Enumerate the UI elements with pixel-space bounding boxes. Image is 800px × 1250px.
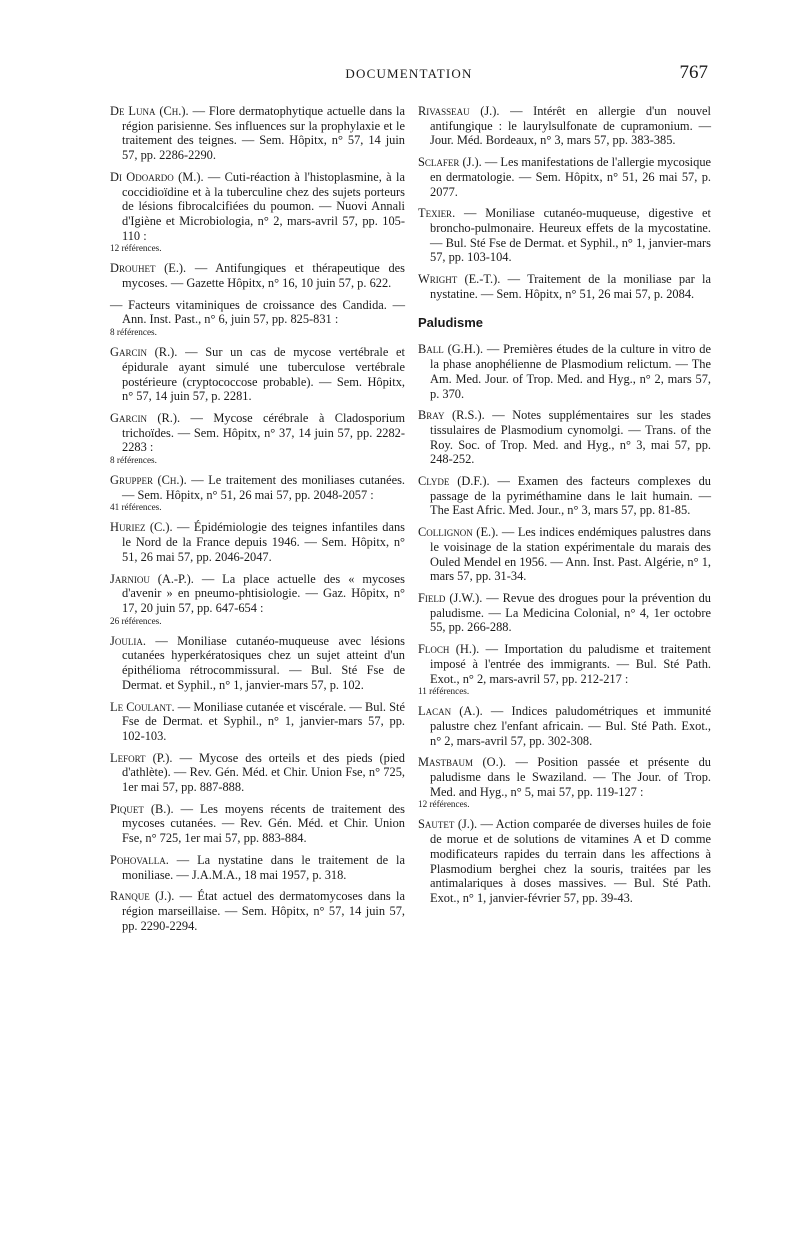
entry-author: Bray (R.S.). [418,408,485,423]
entry-text: — Indices paludométriques et immunité palustre chez l'enfant africain. — Bul. Sté Path. Exot., n° 2, mars-avril 57, pp. 302-308. [430,704,711,748]
entry-references-count: 12 références. [418,799,470,810]
bibliography-entry [418,525,711,584]
bibliography-entry [110,104,405,163]
entry-author: Sclafer (J.). [418,155,482,170]
entry-text: — Mycose cérébrale à Cladosporium trichoïdes. — Sem. Hôpitx, n° 37, 14 juin 57, pp. 2282-2283 : [122,410,405,455]
bibliography-entry [418,755,711,810]
entry-text: — Position passée et présente du paludisme dans le Swaziland. — The Jour. of Trop. Med. and Hyg., n° 5, mai 57, pp. 119-127 : [430,755,711,799]
entry-text: — Action comparée de diverses huiles de foie de morue et de solutions de vitamines A et D comme modificateurs rapides du terrain dans les affections à Plasmodium berghei chez la souris, traitées par les antimalariques à doses massives. — Bul. Sté Path. Exot., n° 1, janvier-février 57, pp. 39-43. [430,817,711,905]
entry-text: — Traitement de la moniliase par la nystatine. — Sem. Hôpitx, n° 51, 26 mai 57, p. 2084. [430,272,711,301]
entry-text: — Épidémiologie des teignes infantiles dans le Nord de la France depuis 1946. — Sem. Hôpitx, n° 51, 26 mai 57, pp. 2046-2047. [122,520,405,564]
entry-author: Di Odoardo (M.). [110,169,204,184]
entry-author: Joulia. [110,633,146,648]
entry-author: Floch (H.). [418,642,480,657]
entry-text: — Le traitement des moniliases cutanées. — Sem. Hôpitx, n° 51, 26 mai 57, pp. 2048-2057 : [122,473,405,502]
running-title: DOCUMENTATION [345,66,473,81]
entry-author: Lacan (A.). [418,704,483,719]
bibliography-entry [110,889,405,933]
bibliography-entry [418,474,711,518]
entry-author: Wright (E.-T.). [418,272,501,287]
entry-references-count: 41 références. [110,502,162,513]
entry-references-count: 8 références. [110,455,157,466]
entry-text: — Premières études de la culture in vitro de la phase anophélienne de Plasmodium relictum. — The Am. Med. Jour. of Trop. Med. and Hyg., n° 2, mars 57, p. 370. [430,342,711,401]
bibliography-entry [418,591,711,635]
entry-text: — Mycose des orteils et des pieds (pied d'athlète). — Rev. Gén. Méd. et Chir. Union Fse, n° 725, 1er mai 57, pp. 887-888. [122,750,405,795]
entry-author: Clyde (D.F.). [418,474,490,489]
bibliography-entry [110,520,405,564]
entry-text: — Flore dermatophytique actuelle dans la région parisienne. Ses influences sur la prophylaxie et le traitement des teignes. — Sem. Hôpitx, n° 57, 14 juin 57, pp. 2286-2290. [122,104,405,163]
entry-references-count: 8 références. [110,327,157,338]
bibliography-entry [110,751,405,795]
bibliography-entry [418,104,711,148]
bibliography-entry [110,853,405,882]
entry-text: — Revue des drogues pour la prévention du paludisme. — La Medicina Colonial, n° 4, 1er octobre 55, pp. 266-288. [430,590,711,635]
entry-references-count: 11 références. [418,686,470,697]
entry-references-count: 26 références. [110,615,162,626]
entry-author: Drouhet (E.). [110,261,187,276]
entry-text: — La place actuelle des « mycoses d'avenir » en pneumo-phtisiologie. — Gaz. Hôpitx, n° 17, 20 juin 57, pp. 647-654 : [122,571,405,615]
entry-author: Garcin (R.). [110,345,178,360]
bibliography-entry [110,473,405,513]
bibliography-entry [418,342,711,401]
entry-author: Field (J.W.). [418,590,483,605]
bibliography-entry [418,408,711,467]
bibliography-entry [110,298,405,338]
entry-text: — Intérêt en allergie d'un nouvel antifungique : le laurylsulfonate de cupramonium. — Jour. Méd. Bordeaux, n° 3, mars 57, pp. 383-385. [430,104,711,148]
entry-author: Garcin (R.). [110,410,181,425]
bibliography-entry [110,411,405,466]
entry-text: — Cuti-réaction à l'histoplasmine, à la coccidioïdine et à la tuberculine chez des sujets porteurs de lésions fibrocalcifiées du poumon. — Nuovi Annali d'Igiène et Microbiologia, n° 2, mars-avril 57, pp. 105-110 : [122,169,405,243]
bibliography-entry [110,170,405,255]
entry-author: Sautet (J.). [418,817,478,832]
bibliography-entry [418,817,711,905]
entry-author: Pohovalla. [110,852,169,867]
entry-text: — Les manifestations de l'allergie mycosique en dermatologie. — Sem. Hôpitx, n° 51, 26 mai 57, p. 2077. [430,155,712,199]
entry-author: Texier. [418,206,456,221]
entry-text: — La nystatine dans le traitement de la moniliase. — J.A.M.A., 18 mai 1957, p. 318. [122,852,405,882]
entry-text: — Facteurs vitaminiques de croissance des Candida. — Ann. Inst. Past., n° 6, juin 57, pp. 825-831 : [110,297,405,327]
bibliography-entry [418,272,711,301]
entry-author: De Luna (Ch.). [110,104,189,118]
entry-author: Rivasseau (J.). [418,104,500,118]
bibliography-entry [418,704,711,748]
page-header [110,62,708,86]
entry-text: — État actuel des dermatomycoses dans la région marseillaise. — Sem. Hôpitx, n° 57, 14 juin 57, pp. 2290-2294. [122,889,405,933]
entry-text: — Examen des facteurs complexes du passage de la pyriméthamine dans le lait humain. — The East Afric. Med. Jour., n° 3, mars 57, pp. 81-85. [430,474,711,518]
right-column-entries-bottom [418,342,711,905]
entry-text: — Moniliase cutanéo-muqueuse, digestive et broncho-pulmonaire. Heureux effets de la mycostatine. — Bul. Sté Fse de Dermat. et Syphil., n° 1, janvier-mars 57, pp. 103-104. [430,206,711,265]
entry-author: Ball (G.H.). [418,342,484,357]
entry-text: — Antifungiques et thérapeutique des mycoses. — Gazette Hôpitx, n° 16, 10 juin 57, p. 622. [122,261,405,291]
entry-text: — Sur un cas de mycose vertébrale et épidurale ayant simulé une tuberculose vertébrale postérieure (cryptococcose probable). — Sem. Hôpitx, n° 57, 14 juin 57, p. 2281. [122,345,405,404]
entry-author: Mastbaum (O.). [418,755,506,770]
right-column [418,104,711,913]
bibliography-entry [110,261,405,290]
section-heading: Paludisme [418,315,484,331]
entry-text: — Moniliase cutanéo-muqueuse avec lésions cutanées hyperkératosiques chez un sujet atteint d'un épithélioma rétrocommissural. — Bul. Sté Fse de Dermat. et Syphil., n° 1, janvier-mars 57, p. 102. [122,633,405,692]
entry-author: Huriez (C.). [110,520,173,535]
bibliography-entry [110,700,405,744]
entry-author: Collignon (E.). [418,525,499,540]
entry-author: Jarniou (A.-P.). [110,571,194,586]
entry-author: Grupper (Ch.). [110,473,187,488]
bibliography-entry [110,572,405,627]
right-column-entries-top [418,104,711,301]
bibliography-entry [418,155,711,199]
bibliography-entry [110,802,405,846]
bibliography-entry [418,642,711,697]
entry-text: — Les moyens récents de traitement des mycoses cutanées. — Rev. Gén. Méd. et Chir. Union Fse, n° 725, 1er mai 57, pp. 883-884. [122,801,405,846]
entry-text: — Les indices endémiques palustres dans le voisinage de la station expérimentale du marais des Ouled Mendel en 1956. — Ann. Inst. Past. Algérie, n° 1, mars 57, pp. 31-34. [430,525,711,584]
bibliography-entry [418,206,711,265]
entry-author: Le Coulant. [110,699,175,714]
left-column [110,104,405,940]
bibliography-entry [110,345,405,404]
bibliography-entry [110,634,405,693]
entry-author: Ranque (J.). [110,889,175,904]
entry-author: Piquet (B.). [110,801,174,816]
entry-author: Lefort (P.). [110,750,173,765]
entry-text: — Moniliase cutanée et viscérale. — Bul. Sté Fse de Dermat. et Syphil., n° 1, janvier-mars 57, pp. 102-103. [122,699,405,743]
entry-text: — Importation du paludisme et traitement imposé à l'entrée des immigrants. — Bul. Sté Path. Exot., n° 2, mars-avril 57, pp. 212-217 : [430,642,712,686]
page-number: 767 [679,62,708,83]
entry-text: — Notes supplémentaires sur les stades tissulaires de Plasmodium cynomolgi. — Trans. of the Roy. Soc. of Trop. Med. and Hyg., n° 3, mai 57, pp. 248-252. [430,408,711,467]
entry-references-count: 12 références. [110,243,162,254]
